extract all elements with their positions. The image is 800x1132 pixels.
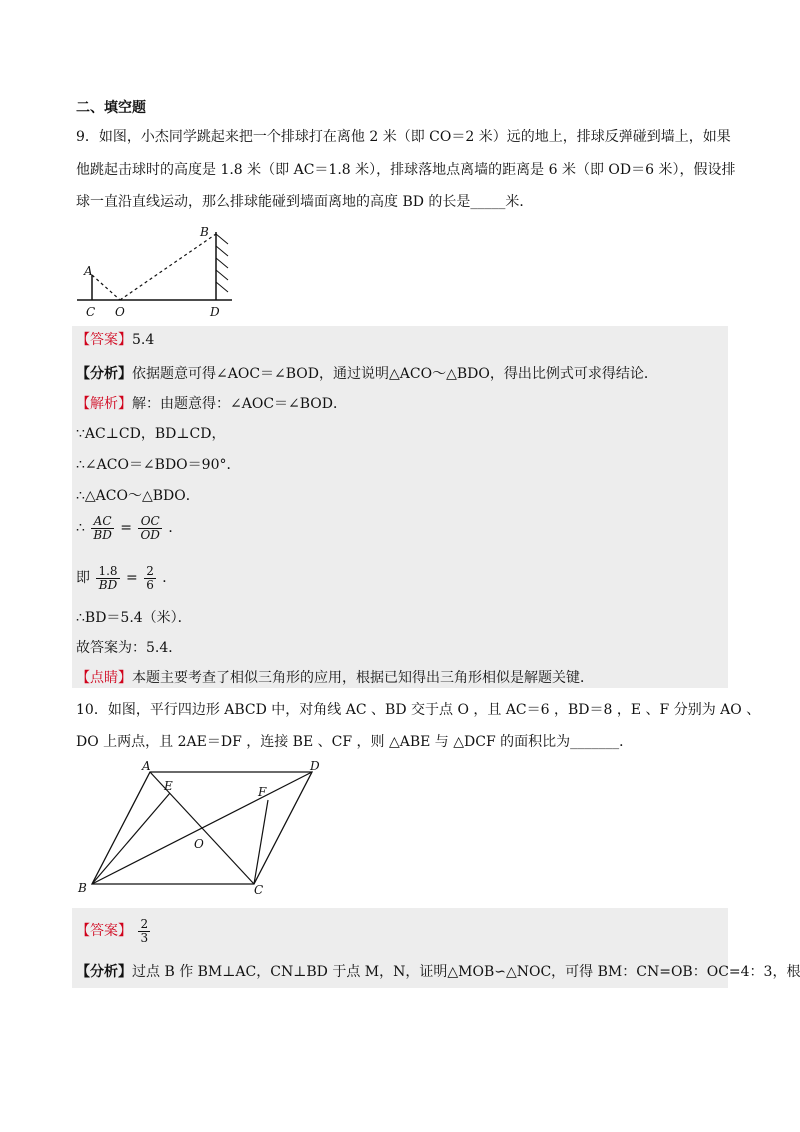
q9-text-line-1: 9．如图，小杰同学跳起来把一个排球打在离他 2 米（即 CO＝2 米）远的地上，排球反弹碰到墙上，如果 (76, 129, 731, 145)
q9-label-o: O (115, 305, 125, 319)
q9-wall-hatch (216, 234, 228, 292)
q9-answer-tag: 【答案】 (76, 332, 132, 348)
q9-answer (76, 330, 154, 350)
q9-label-c: C (86, 305, 96, 319)
q9-solution-text: 解：由题意得：∠AOC＝∠BOD． (132, 396, 348, 412)
q9-step-4-equals: = (120, 520, 133, 536)
q10-label-d: D (310, 760, 320, 773)
q10-segment-be (92, 793, 170, 884)
q9-step-1: ∵AC⊥CD，BD⊥CD， (76, 426, 226, 442)
q9-solution-tag: 【解析】 (76, 396, 132, 412)
section-title: 二、填空题 (76, 100, 146, 116)
q10-analysis-tag: 【分析】 (76, 964, 132, 980)
q10-text-line-2: DO 上两点，且 2AE＝DF ，连接 BE 、CF ，则 △ABE 与 △DCF 的面积比为_______． (76, 734, 634, 750)
q10-diagonal-bd (92, 772, 312, 884)
q9-final: 故答案为：5.4． (76, 640, 183, 656)
q9-text-line-2: 他跳起击球时的高度是 1.8 米（即 AC＝1.8 米），排球落地点离墙的距离是 6 米（即 OD＝6 米），假设排 (76, 162, 736, 178)
q9-comment-text: 本题主要考查了相似三角形的应用，根据已知得出三角形相似是解题关键． (132, 670, 594, 686)
q10-label-a: A (142, 760, 151, 773)
q9-step-2: ∴∠ACO＝∠BDO＝90°． (76, 457, 241, 473)
q9-step-5-equals: = (126, 570, 138, 586)
q10-label-o: O (194, 837, 204, 851)
q10-text-line-1: 10．如图，平行四边形 ABCD 中，对角线 AC 、BD 交于点 O ，且 AC＝6 ，BD＝8 ，E 、F 分别为 AO 、 (76, 702, 761, 718)
q9-step-5-fraction-left: $\frac{1.8}{BD}$ (98, 563, 118, 592)
q9-comment-tag: 【点睛】 (76, 670, 132, 686)
q10-answer-fraction: $\frac{2}{3}$ (140, 916, 149, 945)
q9-answer-value: 5.4 (132, 332, 155, 348)
q10-figure (72, 760, 332, 900)
q9-step-4-prefix: ∴ (76, 520, 85, 536)
q10-label-c: C (254, 883, 264, 897)
q9-step-4: ∴ $\frac{AC}{BD}$ = $\frac{OC}{OD}$ ． (76, 513, 183, 542)
q10-answer (76, 914, 152, 948)
q10-label-f: F (258, 785, 267, 799)
q9-text-line-3: 球一直沿直线运动，那么排球能碰到墙面离地的高度 BD 的长是_____米． (76, 194, 534, 210)
q9-step-5: 即 $\frac{1.8}{BD}$ = $\frac{2}{6}$ ． (76, 563, 177, 592)
q9-step-5-prefix: 即 (76, 570, 90, 586)
q9-path-ob (120, 234, 216, 300)
q9-step-4-fraction-right: $\frac{OC}{OD}$ (140, 513, 160, 542)
q9-step-4-fraction-left: $\frac{AC}{BD}$ (93, 513, 112, 542)
q9-solution (76, 394, 347, 414)
q10-analysis (76, 962, 800, 982)
q9-path-ao (92, 275, 120, 300)
q9-step-6: ∴BD＝5.4（米）． (76, 610, 192, 626)
q10-analysis-text: 过点 B 作 BM⊥AC，CN⊥BD 于点 M，N，证明△MOB∽△NOC，可得 BM：CN=OB：OC=4：3，根 (132, 964, 800, 980)
q10-label-b: B (78, 881, 87, 895)
q10-label-e: E (164, 779, 173, 793)
q9-label-b: B (200, 225, 209, 239)
q9-step-5-fraction-right: $\frac{2}{6}$ (146, 563, 154, 592)
q9-analysis-tag: 【分析】 (76, 366, 132, 382)
q9-analysis (76, 364, 658, 384)
q9-analysis-text: 依据题意可得∠AOC＝∠BOD，通过说明△ACO～△BDO，得出比例式可求得结论． (132, 366, 658, 382)
q9-comment (76, 668, 594, 688)
q9-step-3: ∴△ACO～△BDO． (76, 488, 200, 504)
q9-label-a: A (84, 264, 93, 278)
q9-label-d: D (210, 305, 220, 319)
q10-answer-tag: 【答案】 (76, 923, 132, 939)
q9-figure (72, 220, 252, 320)
